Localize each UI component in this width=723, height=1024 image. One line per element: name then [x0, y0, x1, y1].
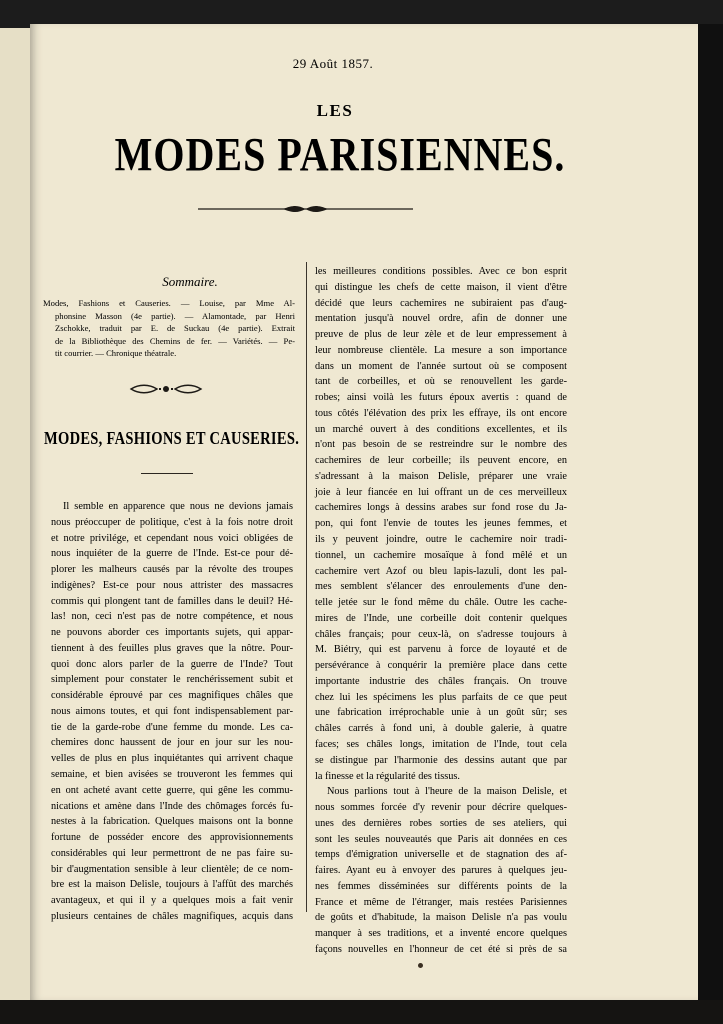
text-line: temps d'émigration universelle et de stagnation des af- [315, 849, 567, 861]
text-line: nes femmes disséminées sur différents points de la [315, 880, 567, 892]
text-line: les meilleures conditions possibles. Avec ce bon esprit [315, 266, 567, 277]
text-line: mentation jusqu'à nouvel ordre, afin de donner une [315, 313, 567, 325]
text-line: n'ont pas besoin de se restreindre sur le nombre des [315, 439, 567, 451]
text-line: chemires donc haussent de jour en jour sur les nou- [51, 737, 293, 749]
sommaire-line: Zschokke, traduit par E. de Suckau (4e partie). Extrait [55, 323, 295, 334]
ink-spot [418, 963, 423, 968]
text-line: simplement pour constater le renchérissement subit et [51, 674, 293, 686]
text-line: tous côtés l'élévation des prix les effraye, ils ont encore [315, 407, 567, 419]
text-line: façons nouvelles en l'honneur de cet été si près de sa [315, 943, 567, 955]
left-column-text [51, 499, 293, 925]
sommaire-text [43, 297, 295, 360]
text-line: nous inquiéter de la guerre de l'Inde. Est-ce pour dé- [51, 548, 293, 560]
text-line: cachemires longs à dessins arabes sur fond rose du Ja- [315, 502, 567, 514]
text-line: indigènes? Est-ce pour nous attrister des massacres [51, 579, 293, 591]
text-line: de goûts et d'habitude, la maison Delisle n'a pas voulu [315, 912, 567, 924]
sommaire-line: phonsine Masson (4e partie). — Alamontade, par Henri [55, 310, 295, 321]
text-line: persévérance à conquérir la première place dans cette [315, 660, 567, 672]
text-line: faces; ses châles longs, imitation de l'Inde, tout cela [315, 738, 567, 750]
text-line: tiennent à des feuilles plus graves que la nôtre. Pour- [51, 642, 293, 654]
text-line: la finesse et la régularité des tissus. [315, 770, 460, 782]
text-line: sont les seules nouveautés que Paris ait données en ces [315, 833, 567, 845]
text-line: commis qui plongent tant de familles dans le deuil? Hé- [51, 595, 293, 607]
text-line: un marché ouvert à des conditions excellentes, et ils [315, 423, 567, 435]
text-line: manquer à ses traditions, et a inventé encore quelques [315, 928, 567, 940]
text-line: leur nombreuse clientèle. La mesure a son importance [315, 344, 567, 356]
masthead-ornament-rule [198, 205, 413, 213]
text-line: nous aimons toutes, et qui font indispensablement par- [51, 705, 293, 717]
text-line: chez lui les spécimens les plus parfaits de ce que peut [315, 691, 567, 703]
text-line: preuve de plus de leur zèle et de leur empressement à [315, 329, 567, 341]
text-line: velles de plus en plus inquiétantes qui arrivent chaque [51, 753, 293, 765]
text-line: tie de la garde-robe d'une femme du monde. Les ca- [51, 721, 293, 733]
scan-border [698, 24, 723, 1000]
text-line: bre est la maison Delisle, toujours à l'affût des marchés [51, 879, 293, 891]
masthead-title: MODES PARISIENNES. [114, 127, 566, 182]
text-line: tant de corbeilles, et où se renouvellent les garde- [315, 376, 567, 388]
text-line: mires de l'Inde, une corbeille doit contenir quelques [315, 612, 567, 624]
title-article: LES [316, 101, 354, 120]
section-ornament [129, 383, 203, 395]
section-rule [141, 473, 193, 474]
text-line: dans un moment de l'année surtout où se composent [315, 360, 567, 372]
text-line: France et même de l'étranger, mais restées Parisiennes [315, 896, 567, 908]
text-line: considérable éprouvé par ces magnifiques châles que [51, 690, 293, 702]
text-line: mes semblent s'élancer des enroulements d'une den- [315, 581, 567, 593]
text-line: nestes à la fabrication. Quelques maisons ont la bonne [51, 816, 293, 828]
text-line: fortune de posséder encore des approvisionnements [51, 832, 293, 844]
text-line: telle jetée sur le fond même du châle. Outre les cache- [315, 597, 567, 609]
text-line: importante industrie des châles français. On trouve [315, 675, 567, 687]
text-line: semaine, et bien avisées se trouveront les femmes qui [51, 769, 293, 781]
text-line: se distingue par l'harmonie des dessins autant que par [315, 754, 567, 766]
text-line: cachemire vert Azof ou bleu lapis-lazuli, dont les pal- [315, 565, 567, 577]
text-line: bir d'augmentation sensible à leur clientèle; de ce nom- [51, 863, 293, 875]
text-line: cachemires de leur corbeille; ils peuvent encore, en [315, 455, 567, 467]
text-line: s'adressant à la maison Delisle, préparer une vraie [315, 470, 567, 482]
text-line: quoi donc alors parler de la guerre de l'Inde? Tout [51, 658, 293, 670]
text-line: joie à leur fiancée en lui offrant un de ces merveilleux [315, 486, 567, 498]
text-line: ne pouvons aborder ces importants sujets, qui appar- [51, 627, 293, 639]
text-line: décidé que leurs cachemires ne subiraient pas d'aug- [315, 297, 567, 309]
text-line: faires. Ayant eu à envoyer des parures à quelques jeu- [315, 865, 567, 877]
text-line: avantageux, et qui il y a quelques mois a fait venir [51, 895, 293, 907]
text-line: plorer les malheurs causés par la révolte des troupes [51, 564, 293, 576]
sommaire-heading: Sommaire. [162, 274, 218, 289]
right-column-text [315, 264, 567, 958]
text-line: qui distingue les chefs de cette maison, il vient d'être [315, 281, 567, 293]
text-line: nous préoccuper de politique, c'est à la fois notre droit [51, 516, 293, 528]
text-line: robes; ainsi voilà les futurs époux avertis : quand de [315, 392, 567, 404]
text-line: nous sommes forcée d'y revenir pour décrire quelques- [315, 802, 567, 814]
text-line: châles carrés à fond uni, à double galerie, à quatre [315, 723, 567, 735]
text-line: ils y peuvent joindre, outre le cachemire noir tradi- [315, 534, 567, 546]
text-line: Il semble en apparence que nous ne devions jamais [63, 501, 293, 512]
sommaire-line: tit courrier. — Chronique théatrale. [55, 348, 177, 359]
text-line: une fabrication irréprochable unie à un goût sûr; ses [315, 707, 567, 719]
issue-date: 29 Août 1857. [292, 56, 374, 71]
text-line: plusieurs centaines de châles magnifiques, acquis dans [51, 910, 293, 922]
text-line: nications et amène dans l'Inde des chômages forcés fu- [51, 800, 293, 812]
text-line: châles français; pour ceux-là, on s'adresse toujours à [315, 628, 567, 640]
text-line: et notre privilége, et cependant nous voici obligées de [51, 532, 293, 544]
text-line: pon, qui font l'envie de toutes les jeunes femmes, et [315, 518, 567, 530]
sommaire-line: Modes, Fashions et Causeries. — Louise, par Mme Al- [43, 298, 295, 308]
text-line: las! non, ceci n'est pas de notre compétence, et nous [51, 611, 293, 623]
text-line: considérables qui leur permettront de ne pas faire su- [51, 847, 293, 859]
text-line: tionnel, un cachemire mosaïque à fond mêlé et un [315, 549, 567, 561]
text-line: Nous parlions tout à l'heure de la maison Delisle, et [327, 786, 567, 798]
section-heading: MODES, FASHIONS ET CAUSERIES. [44, 429, 300, 449]
text-line: M. Biétry, qui est parvenu à force de loyauté et de [315, 644, 567, 656]
text-line: en ont acheté avant cette guerre, qui gêne les commu- [51, 784, 293, 796]
sommaire-line: de la Bibliothèque des Chemins de fer. — Variétés. — Pe- [55, 335, 295, 346]
scan-border-bottom [0, 1000, 723, 1024]
column-divider [306, 262, 307, 912]
text-line: unes des dernières robes sorties de ses ateliers, qui [315, 817, 567, 829]
previous-page-edge [0, 28, 32, 1000]
